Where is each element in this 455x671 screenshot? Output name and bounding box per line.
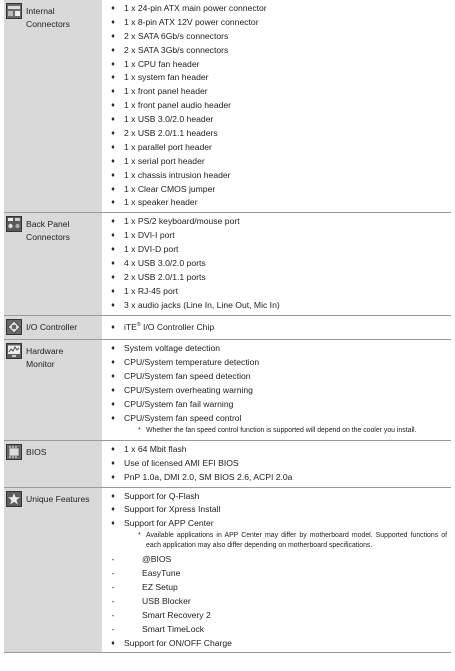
app-text: Smart TimeLock bbox=[142, 623, 205, 634]
asterisk: * bbox=[138, 426, 141, 434]
spec-text: 4 x USB 3.0/2.0 ports bbox=[124, 258, 206, 269]
footnote-text: Available applications in APP Center may differ by motherboard model. Supported functions of each application may also differ depending on motherboard specifications. bbox=[146, 532, 447, 550]
bullet: ♦ bbox=[111, 373, 115, 381]
section-label bbox=[4, 441, 102, 487]
spec-text: 1 x RJ-45 port bbox=[124, 285, 178, 296]
spec-table bbox=[4, 0, 451, 653]
spec-text bbox=[124, 321, 451, 335]
spec-row bbox=[102, 398, 451, 412]
spec-text: 1 x parallel port header bbox=[124, 141, 212, 152]
spec-text: 1 x speaker header bbox=[124, 197, 198, 208]
spec-row bbox=[102, 155, 451, 169]
bullet: ♦ bbox=[111, 157, 115, 165]
spec-text: 1 x Clear CMOS jumper bbox=[124, 183, 216, 194]
spec-text: 2 x SATA 6Gb/s connectors bbox=[124, 30, 229, 41]
spec-text: 1 x front panel audio header bbox=[124, 100, 232, 111]
section-back-panel-connectors bbox=[4, 212, 451, 314]
spec-row bbox=[102, 471, 451, 485]
hardware-monitor-icon bbox=[6, 343, 22, 359]
spec-text-post: I/O Controller Chip bbox=[140, 321, 215, 332]
section-label bbox=[4, 340, 102, 439]
bullet: ♦ bbox=[111, 414, 115, 422]
spec-text: CPU/System fan speed detection bbox=[124, 371, 251, 382]
bullet: ♦ bbox=[111, 506, 115, 514]
footnote bbox=[102, 531, 451, 553]
bullet: ♦ bbox=[111, 359, 115, 367]
app-text: @BIOS bbox=[142, 554, 172, 565]
dash: - bbox=[111, 568, 115, 579]
connector-icon bbox=[6, 3, 22, 19]
spec-row bbox=[102, 183, 451, 197]
section-label-text: Internal Connectors bbox=[26, 6, 70, 29]
dash: - bbox=[111, 623, 115, 634]
spec-text: Use of licensed AMI EFI BIOS bbox=[124, 457, 239, 468]
bullet: ♦ bbox=[111, 102, 115, 110]
dash: - bbox=[111, 609, 115, 620]
section-label-text: Hardware Monitor bbox=[26, 346, 64, 370]
section-label-text: Unique Features bbox=[26, 493, 90, 504]
section-content bbox=[102, 213, 451, 314]
bullet: ♦ bbox=[111, 116, 115, 124]
section-hardware-monitor bbox=[4, 339, 451, 439]
bullet: ♦ bbox=[111, 401, 115, 409]
spec-text: 2 x USB 2.0/1.1 ports bbox=[124, 271, 206, 282]
spec-text: 3 x audio jacks (Line In, Line Out, Mic In) bbox=[124, 299, 280, 310]
spec-text: Support for APP Center bbox=[124, 518, 214, 529]
bullet: ♦ bbox=[111, 639, 115, 647]
bullet: ♦ bbox=[111, 520, 115, 528]
spec-row bbox=[102, 457, 451, 471]
spec-row bbox=[102, 16, 451, 30]
app-text: EZ Setup bbox=[142, 581, 178, 592]
spec-row bbox=[102, 141, 451, 155]
bullet: ♦ bbox=[111, 492, 115, 500]
spec-row bbox=[102, 196, 451, 210]
spec-text-pre: iTE bbox=[124, 321, 137, 332]
section-label bbox=[4, 488, 102, 653]
spec-text: 1 x 24-pin ATX main power connector bbox=[124, 3, 267, 13]
spec-text: 2 x USB 2.0/1.1 headers bbox=[124, 128, 218, 139]
bullet: ♦ bbox=[111, 459, 115, 467]
spec-row bbox=[102, 370, 451, 384]
spec-row bbox=[102, 229, 451, 243]
spec-text: Support for Xpress Install bbox=[124, 504, 221, 515]
bullet: ♦ bbox=[111, 260, 115, 268]
bios-chip-icon bbox=[6, 444, 22, 460]
section-io-controller bbox=[4, 315, 451, 340]
footnote-text: Whether the fan speed control function is supported will depend on the cooler you install. bbox=[146, 426, 417, 434]
spec-text: CPU/System temperature detection bbox=[124, 357, 260, 368]
app-row bbox=[102, 553, 451, 567]
app-row bbox=[102, 623, 451, 637]
section-bios bbox=[4, 440, 451, 487]
spec-row bbox=[102, 2, 451, 16]
app-row bbox=[102, 581, 451, 595]
spec-row bbox=[102, 637, 451, 651]
spec-text: CPU/System fan fail warning bbox=[124, 399, 234, 410]
spec-row bbox=[102, 257, 451, 271]
section-content bbox=[102, 340, 451, 439]
spec-row bbox=[102, 127, 451, 141]
spec-text: 1 x chassis intrusion header bbox=[124, 169, 231, 180]
spec-text: CPU/System fan speed control bbox=[124, 412, 242, 423]
app-text: EasyTune bbox=[142, 568, 181, 579]
section-content bbox=[102, 316, 451, 340]
spec-text: Support for ON/OFF Charge bbox=[124, 637, 232, 648]
app-text: USB Blocker bbox=[142, 595, 191, 606]
spec-text: 1 x system fan header bbox=[124, 72, 209, 83]
app-text: Smart Recovery 2 bbox=[142, 609, 211, 620]
spec-row bbox=[102, 503, 451, 517]
bullet: ♦ bbox=[111, 345, 115, 353]
spec-text: CPU/System overheating warning bbox=[124, 385, 253, 396]
spec-row bbox=[102, 71, 451, 85]
spec-row bbox=[102, 490, 451, 504]
section-unique-features bbox=[4, 487, 451, 654]
spec-text: Support for Q-Flash bbox=[124, 490, 200, 501]
spec-row bbox=[102, 342, 451, 356]
back-panel-icon bbox=[6, 216, 22, 232]
spec-text: PnP 1.0a, DMI 2.0, SM BIOS 2.6, ACPI 2.0a bbox=[124, 471, 293, 482]
asterisk: * bbox=[138, 532, 141, 540]
spec-row bbox=[102, 99, 451, 113]
spec-text: 2 x SATA 3Gb/s connectors bbox=[124, 44, 229, 55]
dash: - bbox=[111, 554, 115, 565]
section-label-text: I/O Controller bbox=[26, 321, 78, 332]
spec-row bbox=[102, 384, 451, 398]
dash: - bbox=[111, 581, 115, 592]
spec-row bbox=[102, 30, 451, 44]
spec-row bbox=[102, 44, 451, 58]
spec-text: 1 x DVI-I port bbox=[124, 230, 175, 241]
bullet: ♦ bbox=[111, 301, 115, 309]
spec-row bbox=[102, 58, 451, 72]
bullet: ♦ bbox=[111, 273, 115, 281]
spec-row bbox=[102, 412, 451, 426]
bullet: ♦ bbox=[111, 143, 115, 151]
spec-text: 1 x serial port header bbox=[124, 155, 205, 166]
spec-row bbox=[102, 85, 451, 99]
spec-text: System voltage detection bbox=[124, 343, 221, 354]
spec-text: 1 x CPU fan header bbox=[124, 58, 200, 69]
app-row bbox=[102, 595, 451, 609]
spec-text: 1 x 64 Mbit flash bbox=[124, 443, 187, 454]
spec-row bbox=[102, 215, 451, 229]
bullet: ♦ bbox=[111, 323, 115, 331]
section-content bbox=[102, 488, 451, 653]
spec-text: 1 x PS/2 keyboard/mouse port bbox=[124, 216, 240, 227]
spec-row bbox=[102, 299, 451, 313]
spec-row bbox=[102, 321, 451, 335]
bullet: ♦ bbox=[111, 32, 115, 40]
section-label bbox=[4, 213, 102, 314]
bullet: ♦ bbox=[111, 60, 115, 68]
bullet: ♦ bbox=[111, 199, 115, 207]
bullet: ♦ bbox=[111, 387, 115, 395]
section-label bbox=[4, 0, 102, 212]
bullet: ♦ bbox=[111, 185, 115, 193]
bullet: ♦ bbox=[111, 5, 115, 12]
io-controller-icon bbox=[6, 319, 22, 335]
bullet: ♦ bbox=[111, 74, 115, 82]
bullet: ♦ bbox=[111, 232, 115, 240]
spec-row bbox=[102, 285, 451, 299]
bullet: ♦ bbox=[111, 246, 115, 254]
bullet: ♦ bbox=[111, 18, 115, 26]
section-content bbox=[102, 441, 451, 487]
spec-text: 1 x 8-pin ATX 12V power connector bbox=[124, 16, 259, 27]
bullet: ♦ bbox=[111, 445, 115, 453]
app-row bbox=[102, 609, 451, 623]
spec-row bbox=[102, 113, 451, 127]
section-label bbox=[4, 316, 102, 340]
spec-row bbox=[102, 356, 451, 370]
spec-text: 1 x DVI-D port bbox=[124, 244, 179, 255]
bullet: ♦ bbox=[111, 46, 115, 54]
bullet: ♦ bbox=[111, 130, 115, 138]
spec-text: 1 x USB 3.0/2.0 header bbox=[124, 114, 214, 125]
bullet: ♦ bbox=[111, 218, 115, 226]
section-label-text: BIOS bbox=[26, 446, 47, 457]
section-label-text: Back Panel Connectors bbox=[26, 219, 70, 243]
dash: - bbox=[111, 595, 115, 606]
spec-text: 1 x front panel header bbox=[124, 86, 208, 97]
app-row bbox=[102, 567, 451, 581]
spec-row bbox=[102, 443, 451, 457]
spec-row bbox=[102, 271, 451, 285]
spec-row bbox=[102, 243, 451, 257]
section-content bbox=[102, 0, 451, 212]
bullet: ♦ bbox=[111, 473, 115, 481]
registered-mark: ® bbox=[136, 321, 141, 328]
bullet: ♦ bbox=[111, 287, 115, 295]
unique-features-icon bbox=[6, 491, 22, 507]
bullet: ♦ bbox=[111, 88, 115, 96]
spec-row bbox=[102, 169, 451, 183]
section-internal-connectors bbox=[4, 0, 451, 212]
spec-row bbox=[102, 517, 451, 531]
footnote bbox=[102, 426, 451, 438]
bullet: ♦ bbox=[111, 171, 115, 179]
